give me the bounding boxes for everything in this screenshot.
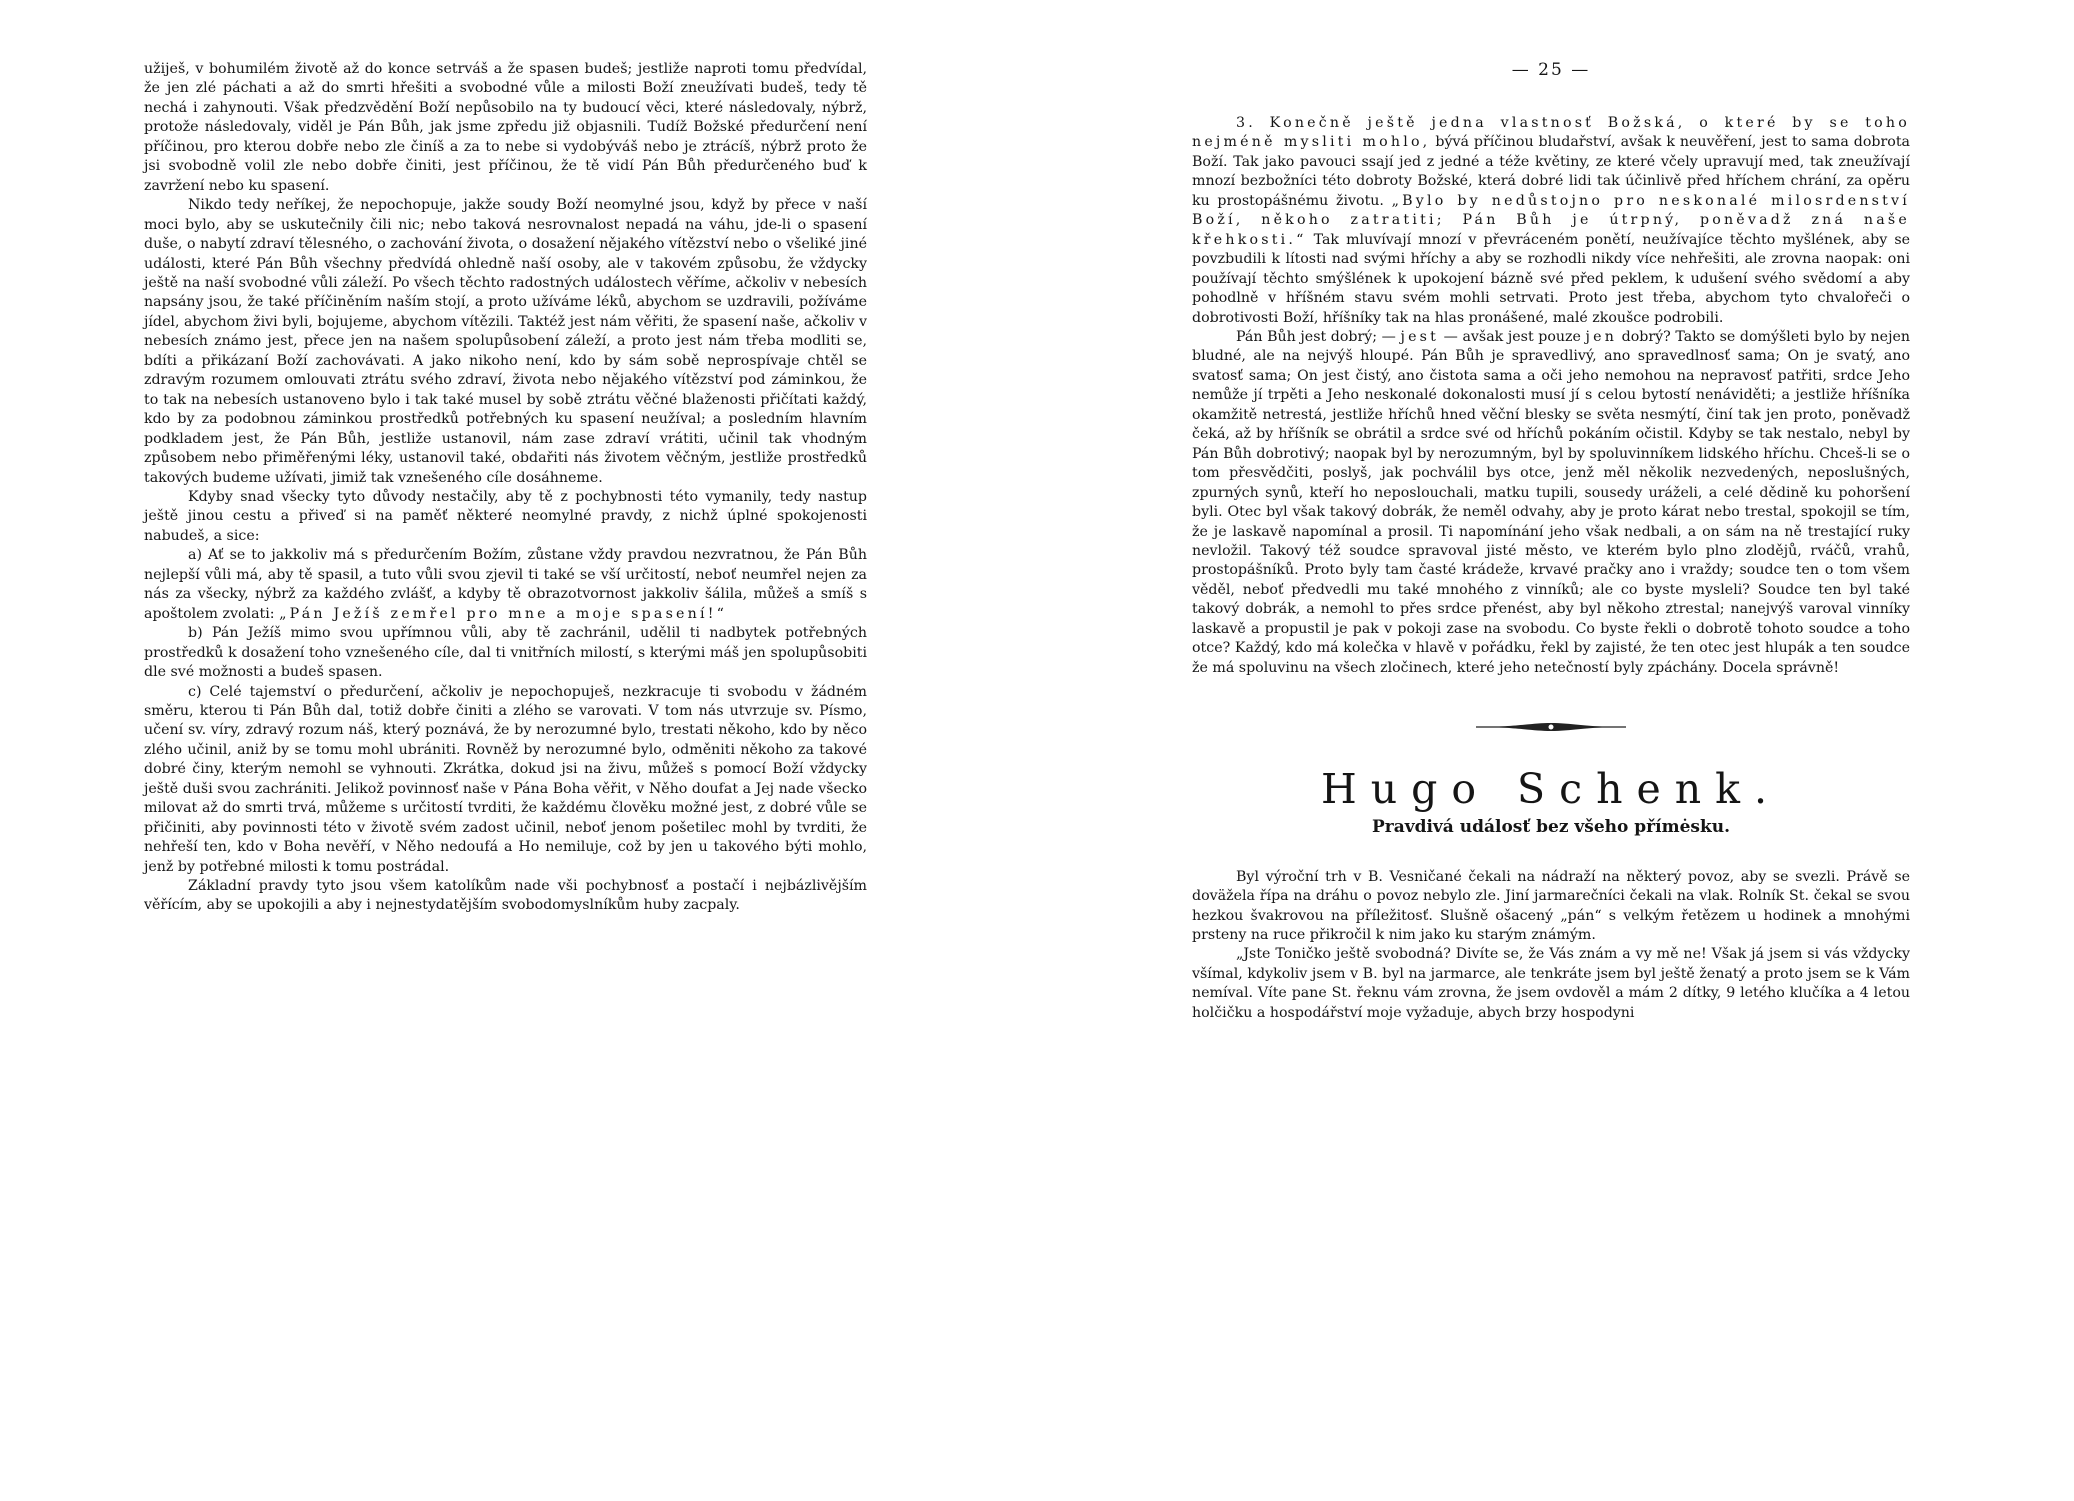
paragraph: Kdyby snad všecky tyto důvody nestačily, aby tě z pochybnosti této vymanily, tedy nastup ještě jinou cestu a přiveď si na paměť některé neomylné pravdy, z nichž úplné spokojenosti nabudeš, a sice: xyxy=(144,488,867,544)
item-b: b) Pán Ježíš mimo svou upřímnou vůli, aby tě zachránil, udělil ti nadbytek potřebných prostředků k dosažení toho vznešeného cíle, dal ti vnitřních milostí, s kterými máš jen spolupůsobiti dle své možnosti a budeš spasen. xyxy=(144,625,867,681)
paragraph: užiješ, v bohumilém životě až do konce setrváš a že spasen budeš; jestliže naproti tomu předvídal, že jen zlé páchati a až do smrti hřešiti a svobodné vůle a milosti Boží zneužívati budeš, tedy tě nechá i zahynouti. Však předzvědění Boží nepůsobilo na ty budoucí věci, které následovaly, nýbrž, protože následovaly, viděl je Pán Bůh, jak jsme zpředu již objasnili. Tudíž Božské předurčení není příčinou, pro kterou dobře nebo zle činíš a za to nebe si vydobýváš nebo je ztrácíš, nýbrž proto že jsi svobodně volil zle nebo dobře činiti, jest příčinou, že tě vidí Pán Bůh předurčeného buď k zavržení nebo ku spasení. xyxy=(144,61,867,194)
text-run: dobrý? Takto se domýšleti bylo by nejen bludné, ale na nejvýš hloupé. Pán Bůh je spravedlivý, ano spravedlnosť sama; On je svatý, ano svatosť sama; On jest čistý, ano čistota sama a oči jeho nemohou na nepravosť patřiti, srdce Jeho nemůže jí trpěti a Jeho neskonalé dokonalosti musí jí s celou bytostí nenáviděti; a jestliže hříšníka okamžitě netrestá, jestliže hříchů hned věční blesky se světa nesmýtí, činí tak jen proto, poněvadž čeká, až by hříšník se obrátil a srdce své od hříchů pokáním očistil. Kdyby se tak nestalo, nebyl by Pán Bůh dobrotivý; naopak byl by nerozumným, byl by spoluvinníkem lidského hříchu. Chceš-li se o tom přesvědčiti, poslyš, jak pochválil bys otce, jenž měl několik nezvedených, neposlušných, zpurných synů, kteří ho neposlouchali, matku tupili, sousedy uráželi, a celé dědině ku pohoršení byli. Otec byl však takový dobrák, že neměl odvahy, aby je proto kárat nebo trestal, spokojil se tím, že je laskavě napomínal a prosil. Ti napomínání jeho však nedbali, a on sám na ně trestající ruky nevložil. Takový též soudce spravoval jisté město, ve kterém bylo plno zlodějů, rváčů, vrahů, prostopášníků. Proto byly tam časté krádeže, krvavé pračky ano i vraždy; soudce ten o tom všem věděl, neboť předvedli mu také mnohého z vinníků; ale co byste mysleli? Soudce ten byl také takový dobrák, a nemohl to přes srdce přenést, aby byl někoho ztrestal; nanejvýš varoval vinníky laskavě a propustil je pak v pokoji zase na svobodu. Co byste řekli o dobrotě tohoto soudce a toho otce? Každý, kdo má kolečka v hlavě v pořádku, řekl by zajisté, že ten otec jest hlupák a ten soudce že má spoluvinu na všech zločinech, které jeho netečností byly zpáchány. Docela správně! xyxy=(1192,328,1911,676)
item-a-text: a) Ať se to jakkoliv má s předurčením Božím, zůstane vždy pravdou nezvratnou, že Pán Bůh nejlepší vůli má, aby tě spasil, a tuto vůli svou zjevil ti také se vší určitostí, neboť neumřel nejen za nás za všecky, nýbrž za každého zvlášť, a kdyby tě obrazotvornost jakkoliv šálila, můžeš a smíš s apoštolem zvolati: xyxy=(144,547,867,622)
paragraph: Nikdo tedy neříkej, že nepochopuje, jakže soudy Boží neomylné jsou, když by přece v naší moci bylo, aby se uskutečnily čili nic; nebo taková nesrovnalost nepadá na váhu, jde-li o spasení duše, o nabytí zdraví tělesného, o zachování života, o dosažení nějakého vítězství nebo o všeliké jiné události, které Pán Bůh všechny předvídá ohledně naší osoby, ale v takovém způsobu, že vždycky ještě na naší svobodné vůli záleží. Po všech těchto radostných událostech věříme, ačkoliv v nebesích napsány jsou, že také příčiněním naším stojí, a proto užíváme léků, abychom se uzdravili, požíváme jídel, abychom živi byli, bojujeme, abychom vítězili. Taktéž jest nám věřiti, že spasení naše, ačkoliv v nebesích známo jest, přece jen na našem spolupůsobení záleží, a proto jest nám třeba modliti se, bdíti a přikázaní Boží zachovávati. A jako nikoho není, kdo by sám sobě neprospívaje chtěl se zdravým rozumem omlouvati ztrátu svého zdraví, života nebo nějakého vítězství pod záminkou, že to tak na nebesích ustanoveno bylo i tak také musel by sobě ztrátu věčné blaženosti přičítati každý, kdo by za podobnou záminkou prostředků potřebných ku spasení neužíval; a posledním hlavním podkladem jest, že Pán Bůh, jestliže ustanovil, nám zase zdraví vrátiti, učinil tak vhodným způsobem nebo přiměřenými léky, ustanovil také, obdařiti nás životem věčným, jestliže prostředků takových budeme užívati, jimiž tak vznešeného cíle dosáhneme. xyxy=(144,197,867,486)
text-run: Tak mluvívají mnozí v převráceném ponětí, neužívajíce těchto myšlének, aby se povzbudili k lítosti nad svými hříchy a aby se rozhodli nikdy více nehřešiti, ale zrovna naopak: oni používají těchto smýšlének k upokojení bázně své před peklem, k udušení svého svědomí a aby pohodlně v hříšném stavu svém mohli setrvati. Proto jest třeba, abychom tyto chvalořeči o dobrotivosti Boží, hříšníky tak na hlas pronášené, malé zkoušce podrobili. xyxy=(1192,231,1910,326)
emphasized-word: jen xyxy=(1585,328,1618,345)
page-number: — 25 — xyxy=(1511,60,1591,80)
text-run: — avšak jest pouze xyxy=(1443,328,1581,345)
paragraph xyxy=(1192,114,1910,328)
right-text-column xyxy=(1192,114,1910,1023)
text-run: bývá příčinou bludařství, avšak k neuvěření, jest to sama dobrota Boží. Tak jako pavouci ssají jed z jedné a téže květiny, ze které včely upravují med, tak zneužívají mnozí bezbožníci této dobroty Božské, která dobré lidi tak účinlivě před hříchem chrání, za opěru ku prostopášnému životu. xyxy=(1192,134,1910,209)
emphasized-text: 3. Konečně ještě jedna vlastnosť Božská, o které by se toho nejméně mysliti mohlo, xyxy=(1192,115,1910,151)
ornament-divider xyxy=(1476,720,1626,734)
item-a-quote: „Pán Ježíš zemřel pro mne a moje spasení!“ xyxy=(279,605,728,622)
paragraph: Byl výroční trh v B. Vesničané čekali na nádraží na některý povoz, aby se svezli. Právě se doväžela řípa na dráhu o povoz nebylo zle. Jiní jarmarečníci čekali na vlak. Rolník St. čekal se svou hezkou švakrovou na příležitosť. Slušně ošacený „pán“ s velkým řetězem u hodinek a mnohými prsteny na ruce přikročil k nim jako ku starým známým. xyxy=(1192,868,1910,943)
right-page xyxy=(1037,0,2074,1501)
paragraph xyxy=(1192,328,1910,678)
article-title: Hugo Schenk. xyxy=(1320,765,1782,814)
item-c: c) Celé tajemství o předurčení, ačkoliv je nepochopuješ, nezkracuje ti svobodu v žádném směru, kterou ti Pán Bůh dal, totiž dobře činiti a zlého se varovati. V tom nás utvrzuje sv. Písmo, učení sv. víry, zdravý rozum náš, který poznává, že by nerozumné bylo, trestati někoho, kdo by něco zlého učinil, aniž by se tomu mohl ubrániti. Rovněž by nerozumné bylo, odměniti někoho za takové dobré činy, kterým nemohl se vyhnouti. Zkrátka, dokud jsi na živu, můžeš s pomocí Boží vždycky ještě duši svou zachrániti. Jelikož povinnosť naše v Pána Boha věřit, v Něho doufat a Jej nade všecko milovat až do smrti trvá, můžeme s určitostí tvrditi, že každému člověku možné jest, z dobré vůle se přičiniti, aby povinnosti této v životě svém zadost učinil, neboť jenom pošetilec mohl by tvrditi, že nehřeší ten, kdo v Boha nevěří, v Něho nedoufá a Ho nemiluje, což by jen u takového býti mohlo, jenž by potřebné milosti k tomu postrádal. xyxy=(144,683,867,875)
article-subtitle: Pravdivá událosť bez všeho přímėsku. xyxy=(1371,817,1731,838)
emphasized-quote: „Bylo by nedůstojno pro neskonalé milosrdenství Boží, někoho zatratiti; Pán Bůh je útrpný, poněvadž zná naše křehkosti.“ xyxy=(1192,192,1910,248)
left-text-column xyxy=(144,60,867,916)
closing-paragraph: Základní pravdy tyto jsou všem katolíkům nade vši pochybnosť a postačí i nejbázlivějším věřícím, aby se upokojili a aby i nejnestydatějším svobodomyslníkům huby zacpaly. xyxy=(144,878,867,914)
text-run: Pán Bůh jest dobrý; — xyxy=(1236,328,1396,345)
emphasized-word: jest xyxy=(1400,328,1440,345)
item-a xyxy=(144,546,867,624)
paragraph: „Jste Toničko ještě svobodná? Divíte se, že Vás znám a vy mě ne! Však já jsem si vás vždycky všímal, kdykoliv jsem v B. byl na jarmarce, ale tenkráte jsem byl ještě ženatý a proto jsem se k Vám nemíval. Víte pane St. řeknu vám zrovna, že jsem ovdověl a mám 2 dítky, 9 letého klučíka a 4 letou holčičku a hospodářství moje vyžaduje, abych brzy hospodyni xyxy=(1192,946,1910,1021)
